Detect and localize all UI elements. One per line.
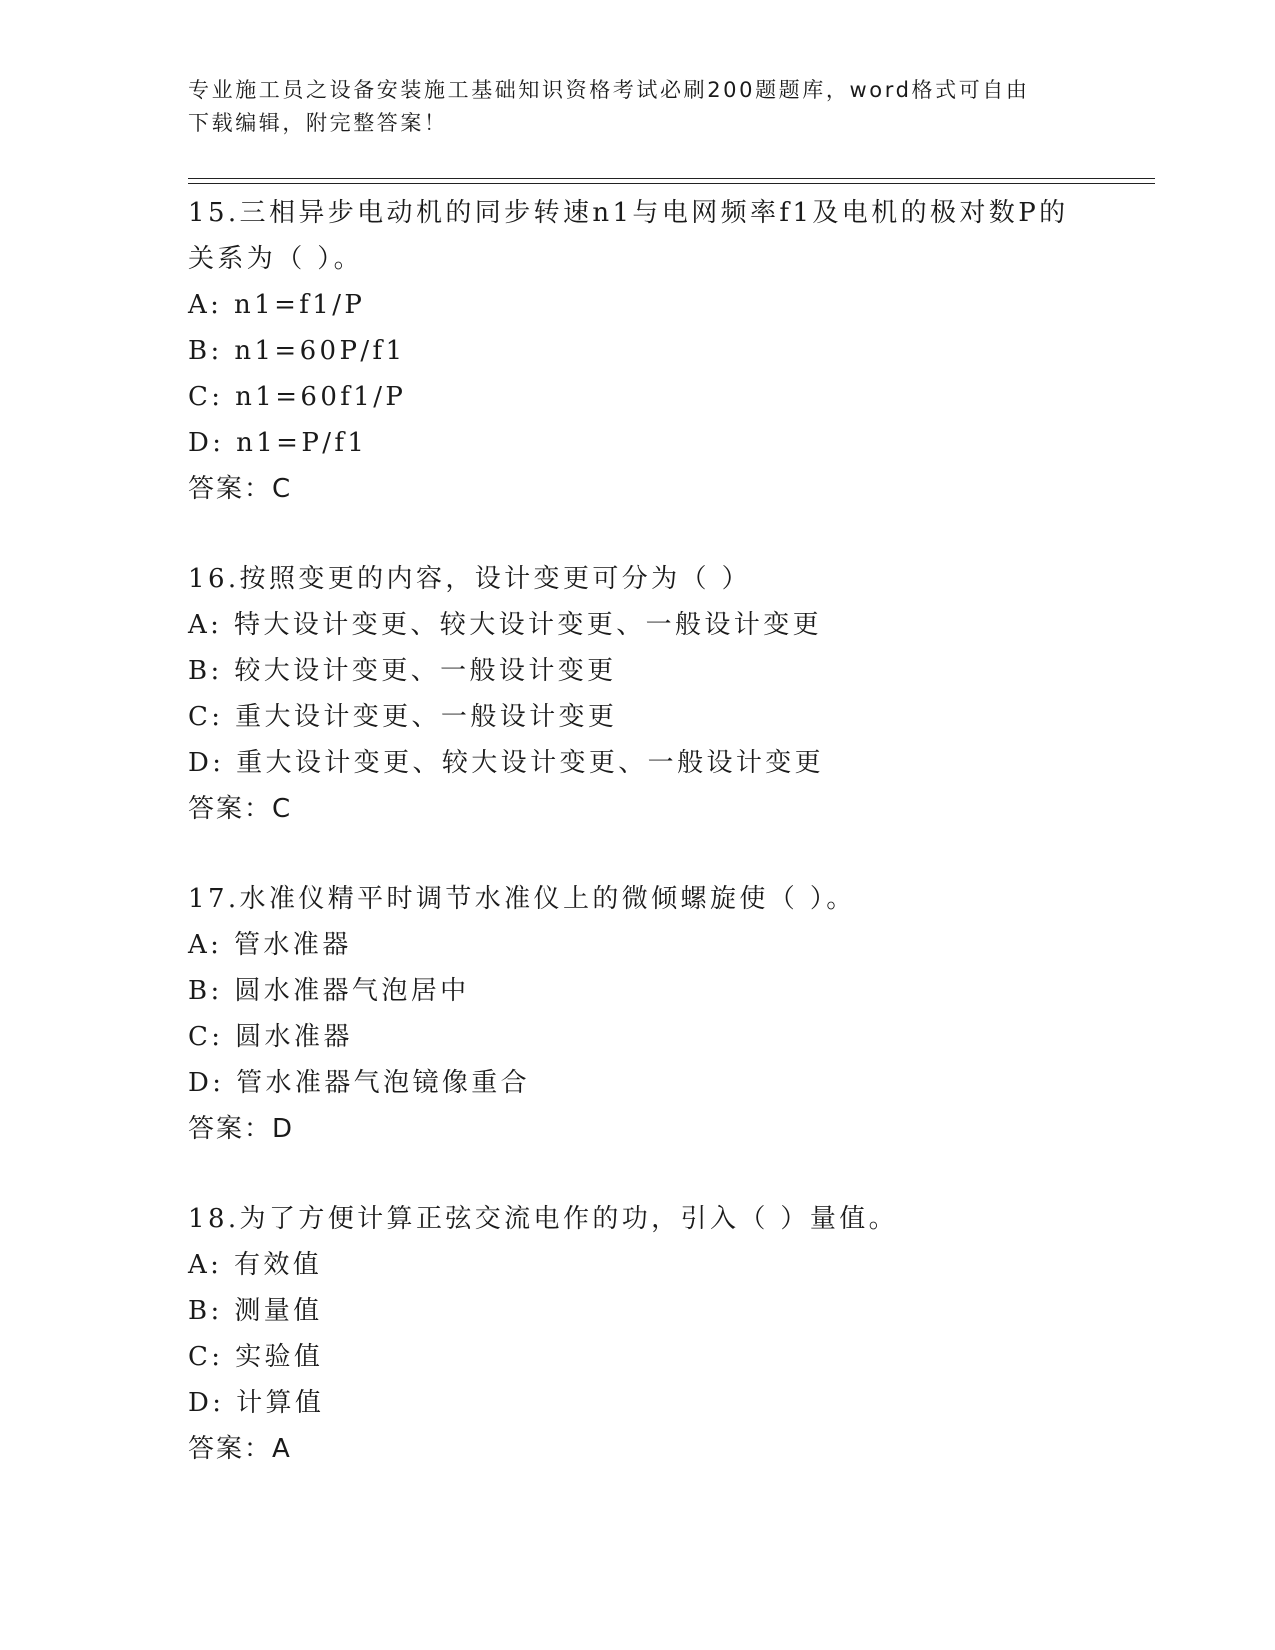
question-spacer — [188, 1152, 1088, 1196]
question-stem-continued: 关系为（ ）。 — [188, 244, 364, 274]
question-spacer — [188, 832, 1088, 876]
header-line-2: 下载编辑，附完整答案！ — [188, 111, 448, 135]
question-stem: 15.三相异步电动机的同步转速n1与电网频率f1及电机的极对数P的 — [188, 198, 1069, 228]
option-a: A: 有效值 — [188, 1250, 323, 1280]
option-a: A: 特大设计变更、较大设计变更、一般设计变更 — [188, 610, 823, 640]
option-c: C: n1=60f1/P — [188, 382, 407, 412]
option-d: D: 管水准器气泡镜像重合 — [188, 1068, 531, 1098]
option-a: A: 管水准器 — [188, 930, 352, 960]
question-stem: 16.按照变更的内容，设计变更可分为（ ） — [188, 564, 752, 594]
answer-text: 答案：D — [188, 1114, 295, 1144]
answer-text: 答案：C — [188, 794, 293, 824]
option-d: D: n1=P/f1 — [188, 428, 368, 458]
option-b: B: 圆水准器气泡居中 — [188, 976, 470, 1006]
document-header — [188, 74, 1088, 140]
option-b: B: n1=60P/f1 — [188, 336, 406, 366]
answer-text: 答案：C — [188, 474, 293, 504]
option-c: C: 圆水准器 — [188, 1022, 353, 1052]
option-c: C: 实验值 — [188, 1342, 324, 1372]
option-c: C: 重大设计变更、一般设计变更 — [188, 702, 618, 732]
question-stem: 17.水准仪精平时调节水准仪上的微倾螺旋使（ ）。 — [188, 884, 856, 914]
option-d: D: 重大设计变更、较大设计变更、一般设计变更 — [188, 748, 825, 778]
question-17 — [188, 876, 1088, 1152]
question-stem: 18.为了方便计算正弦交流电作的功，引入（ ）量值。 — [188, 1204, 899, 1234]
question-spacer — [188, 512, 1088, 556]
question-list — [188, 190, 1088, 1472]
question-18 — [188, 1196, 1088, 1472]
header-line-1: 专业施工员之设备安装施工基础知识资格考试必刷200题题库，word格式可自由 — [188, 78, 1030, 102]
option-b: B: 测量值 — [188, 1296, 323, 1326]
answer-text: 答案：A — [188, 1434, 292, 1464]
option-d: D: 计算值 — [188, 1388, 325, 1418]
header-divider — [188, 178, 1155, 184]
option-a: A: n1=f1/P — [188, 290, 366, 320]
option-b: B: 较大设计变更、一般设计变更 — [188, 656, 617, 686]
question-15 — [188, 190, 1088, 512]
question-16 — [188, 556, 1088, 832]
